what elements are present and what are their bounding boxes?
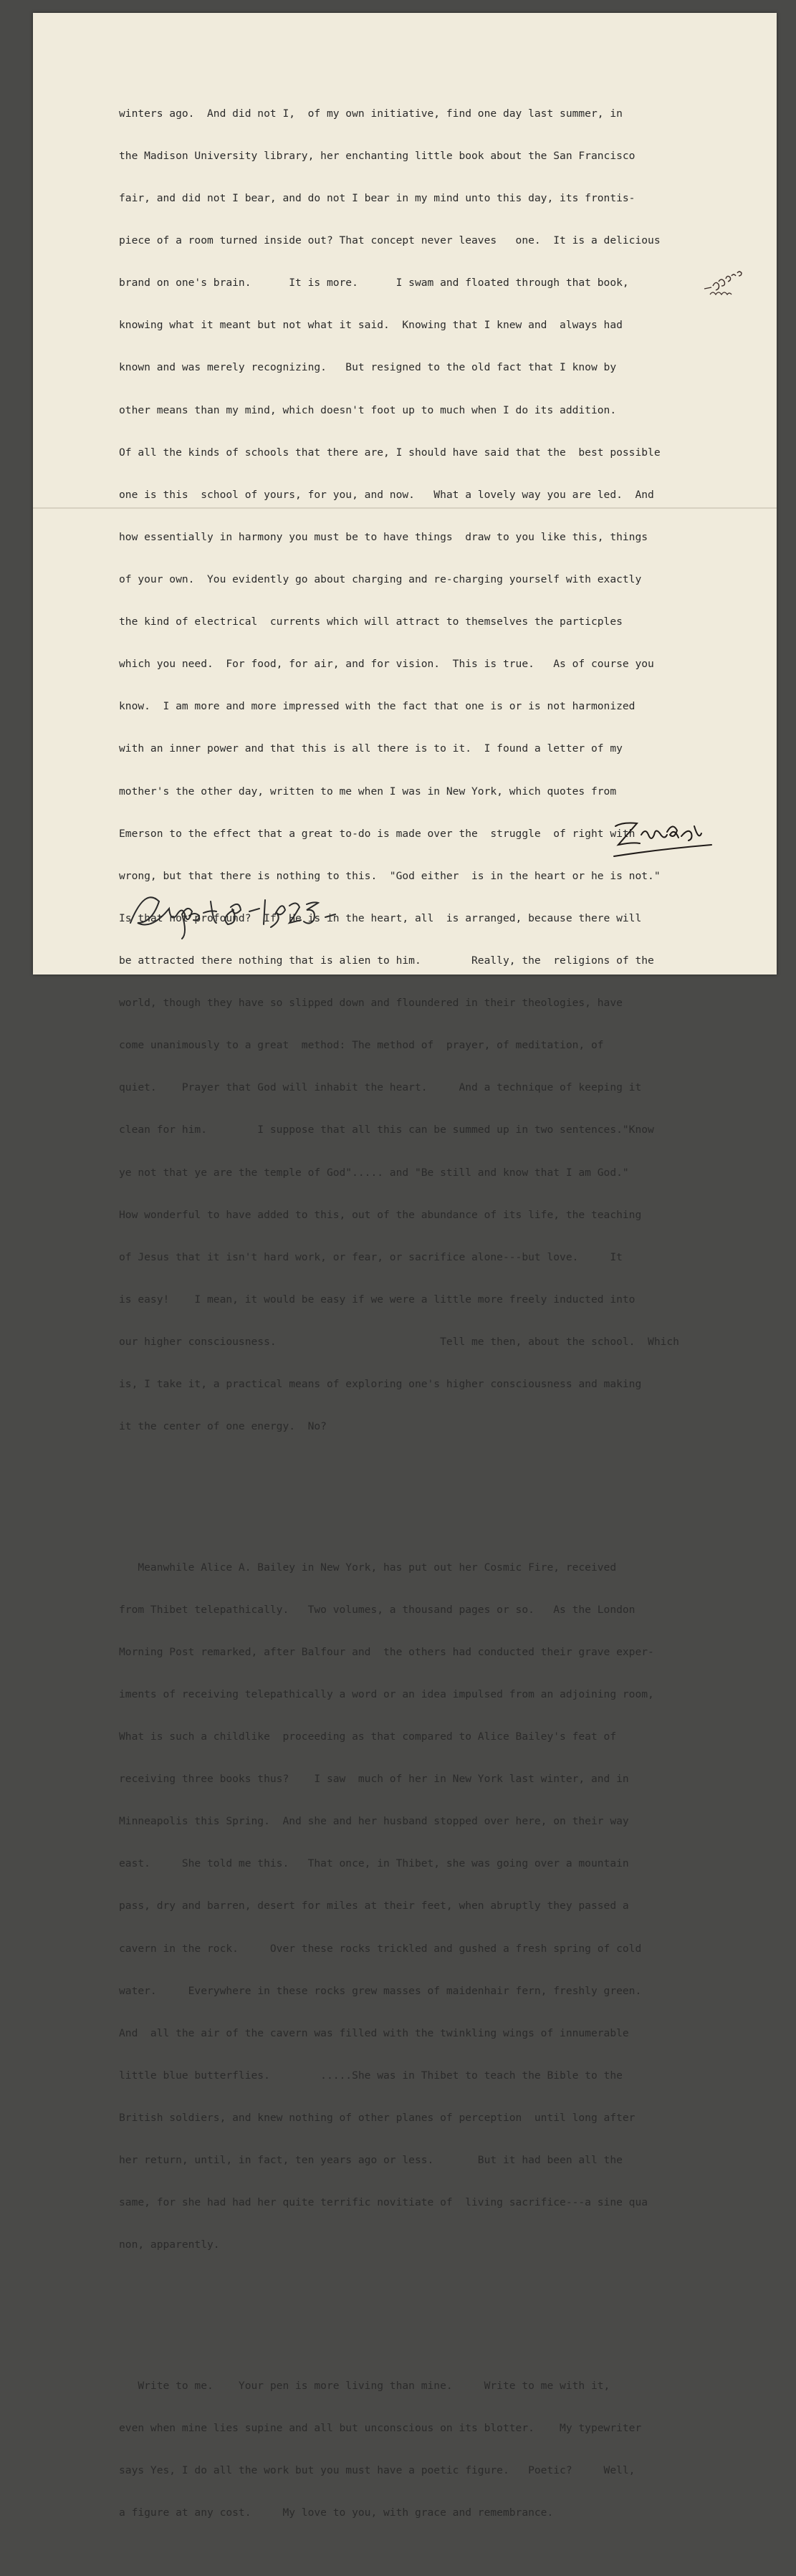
text-line: is, I take it, a practical means of exploring one's higher consciousness and making [119,1378,642,1391]
text-line: piece of a room turned inside out? That concept never leaves one. It is a delicious [119,234,661,247]
text-line: iments of receiving telepathically a word or an idea impulsed from an adjoining room, [119,1687,654,1700]
text-line: clean for him. I suppose that all this can be summed up in two sentences."Know [119,1124,654,1136]
text-line: world, though they have so slipped down and floundered in their theologies, have [119,997,623,1010]
paragraph-3 [119,2350,764,2548]
text-line: from Thibet telepathically. Two volumes, a thousand pages or so. As the London [119,1603,636,1616]
text-line: which you need. For food, for air, and for vision. This is true. As of course you [119,658,654,671]
text-line: same, for she had had her quite terrific novitiate of living sacrifice---a sine qua [119,2196,648,2209]
text-line: how essentially in harmony you must be to have things draw to you like this, things [119,530,648,543]
text-line: mother's the other day, written to me when I was in New York, which quotes from [119,785,617,798]
text-line: our higher consciousness. Tell me then, about the school. Which [119,1335,679,1348]
handwritten-date [123,880,395,952]
text-line: winters ago. And did not I, of my own initiative, find one day last summer, in [119,107,623,120]
text-line: Meanwhile Alice A. Bailey in New York, has put out her Cosmic Fire, received [119,1561,617,1574]
text-line: water. Everywhere in these rocks grew masses of maidenhair fern, freshly green. [119,1984,642,1997]
text-line: of your own. You evidently go about charging and re-charging yourself with exactly [119,573,642,586]
paragraph-2 [119,1532,764,2280]
text-line: Write to me. Your pen is more living than mine. Write to me with it, [119,2379,610,2392]
text-line: east. She told me this. That once, in Thibet, she was going over a mountain [119,1857,629,1870]
text-line: quiet. Prayer that God will inhabit the heart. And a technique of keeping it [119,1081,642,1094]
text-line: wrong, but that there is nothing to this. "God either is in the heart or he is not." [119,869,661,882]
text-line: Morning Post remarked, after Balfour and the others had conducted their grave exper- [119,1645,654,1658]
text-line: fair, and did not I bear, and do not I bear in my mind unto this day, its frontis- [119,192,636,205]
text-line: little blue butterflies. .....She was in Thibet to teach the Bible to the [119,2069,623,2082]
text-line: ye not that ye are the temple of God"..... and "Be still and know that I am God." [119,1166,629,1179]
text-line: Of all the kinds of schools that there are, I should have said that the best possible [119,446,661,459]
signature [610,812,717,862]
text-line: be attracted there nothing that is alien to him. Really, the religions of the [119,954,654,967]
text-line: is easy! I mean, it would be easy if we were a little more freely inducted into [119,1293,636,1306]
text-line: What is such a childlike proceeding as that compared to Alice Bailey's feat of [119,1730,617,1743]
text-line: receiving three books thus? I saw much of her in New York last winter, and in [119,1773,629,1786]
letter-sheet [33,13,777,2519]
text-line: And all the air of the cavern was filled with the twinkling wings of innumerable [119,2026,629,2039]
text-line: with an inner power and that this is all there is to it. I found a letter of my [119,742,623,755]
text-line: known and was merely recognizing. But resigned to the old fact that I know by [119,361,617,374]
text-line: come unanimously to a great method: The method of prayer, of meditation, of [119,1039,604,1052]
handwritten-note [703,269,760,297]
text-line: How wonderful to have added to this, out of the abundance of its life, the teaching [119,1208,642,1221]
text-line: Minneapolis this Spring. And she and her husband stopped over here, on their way [119,1815,629,1828]
text-line: her return, until, in fact, ten years ago or less. But it had been all the [119,2154,623,2167]
text-line: of Jesus that it isn't hard work, or fear, or sacrifice alone---but love. It [119,1250,623,1263]
text-line: one is this school of yours, for you, and now. What a lovely way you are led. And [119,488,654,501]
letter-body [119,50,764,2576]
text-line: the Madison University library, her enchanting little book about the San Francisco [119,149,636,162]
text-line: pass, dry and barren, desert for miles at their feet, when abruptly they passed a [119,1900,629,1912]
text-line: the kind of electrical currents which will attract to themselves the particples [119,616,623,628]
text-line: non, apparently. [119,2239,220,2251]
text-line: know. I am more and more impressed with the fact that one is or is not harmonized [119,700,636,713]
paragraph-1 [119,78,764,1462]
text-line: even when mine lies supine and all but unconscious on its blotter. My typewriter [119,2421,642,2434]
text-line: cavern in the rock. Over these rocks trickled and gushed a fresh spring of cold [119,1942,642,1955]
text-line: knowing what it meant but not what it said. Knowing that I knew and always had [119,319,623,332]
text-line: Emerson to the effect that a great to-do is made over the struggle of right with [119,827,636,840]
text-line: it the center of one energy. No? [119,1420,327,1433]
text-line: other means than my mind, which doesn't foot up to much when I do its addition. [119,403,617,416]
text-line: Is that not profound? If He is in the heart, all is arranged, because there will [119,911,642,924]
text-line: brand on one's brain. It is more. I swam and floated through that book, [119,277,629,289]
text-line: says Yes, I do all the work but you must have a poetic figure. Poetic? Well, [119,2464,636,2476]
text-line: British soldiers, and knew nothing of other planes of perception until long after [119,2111,636,2124]
text-line: a figure at any cost. My love to you, with grace and remembrance. [119,2506,554,2519]
